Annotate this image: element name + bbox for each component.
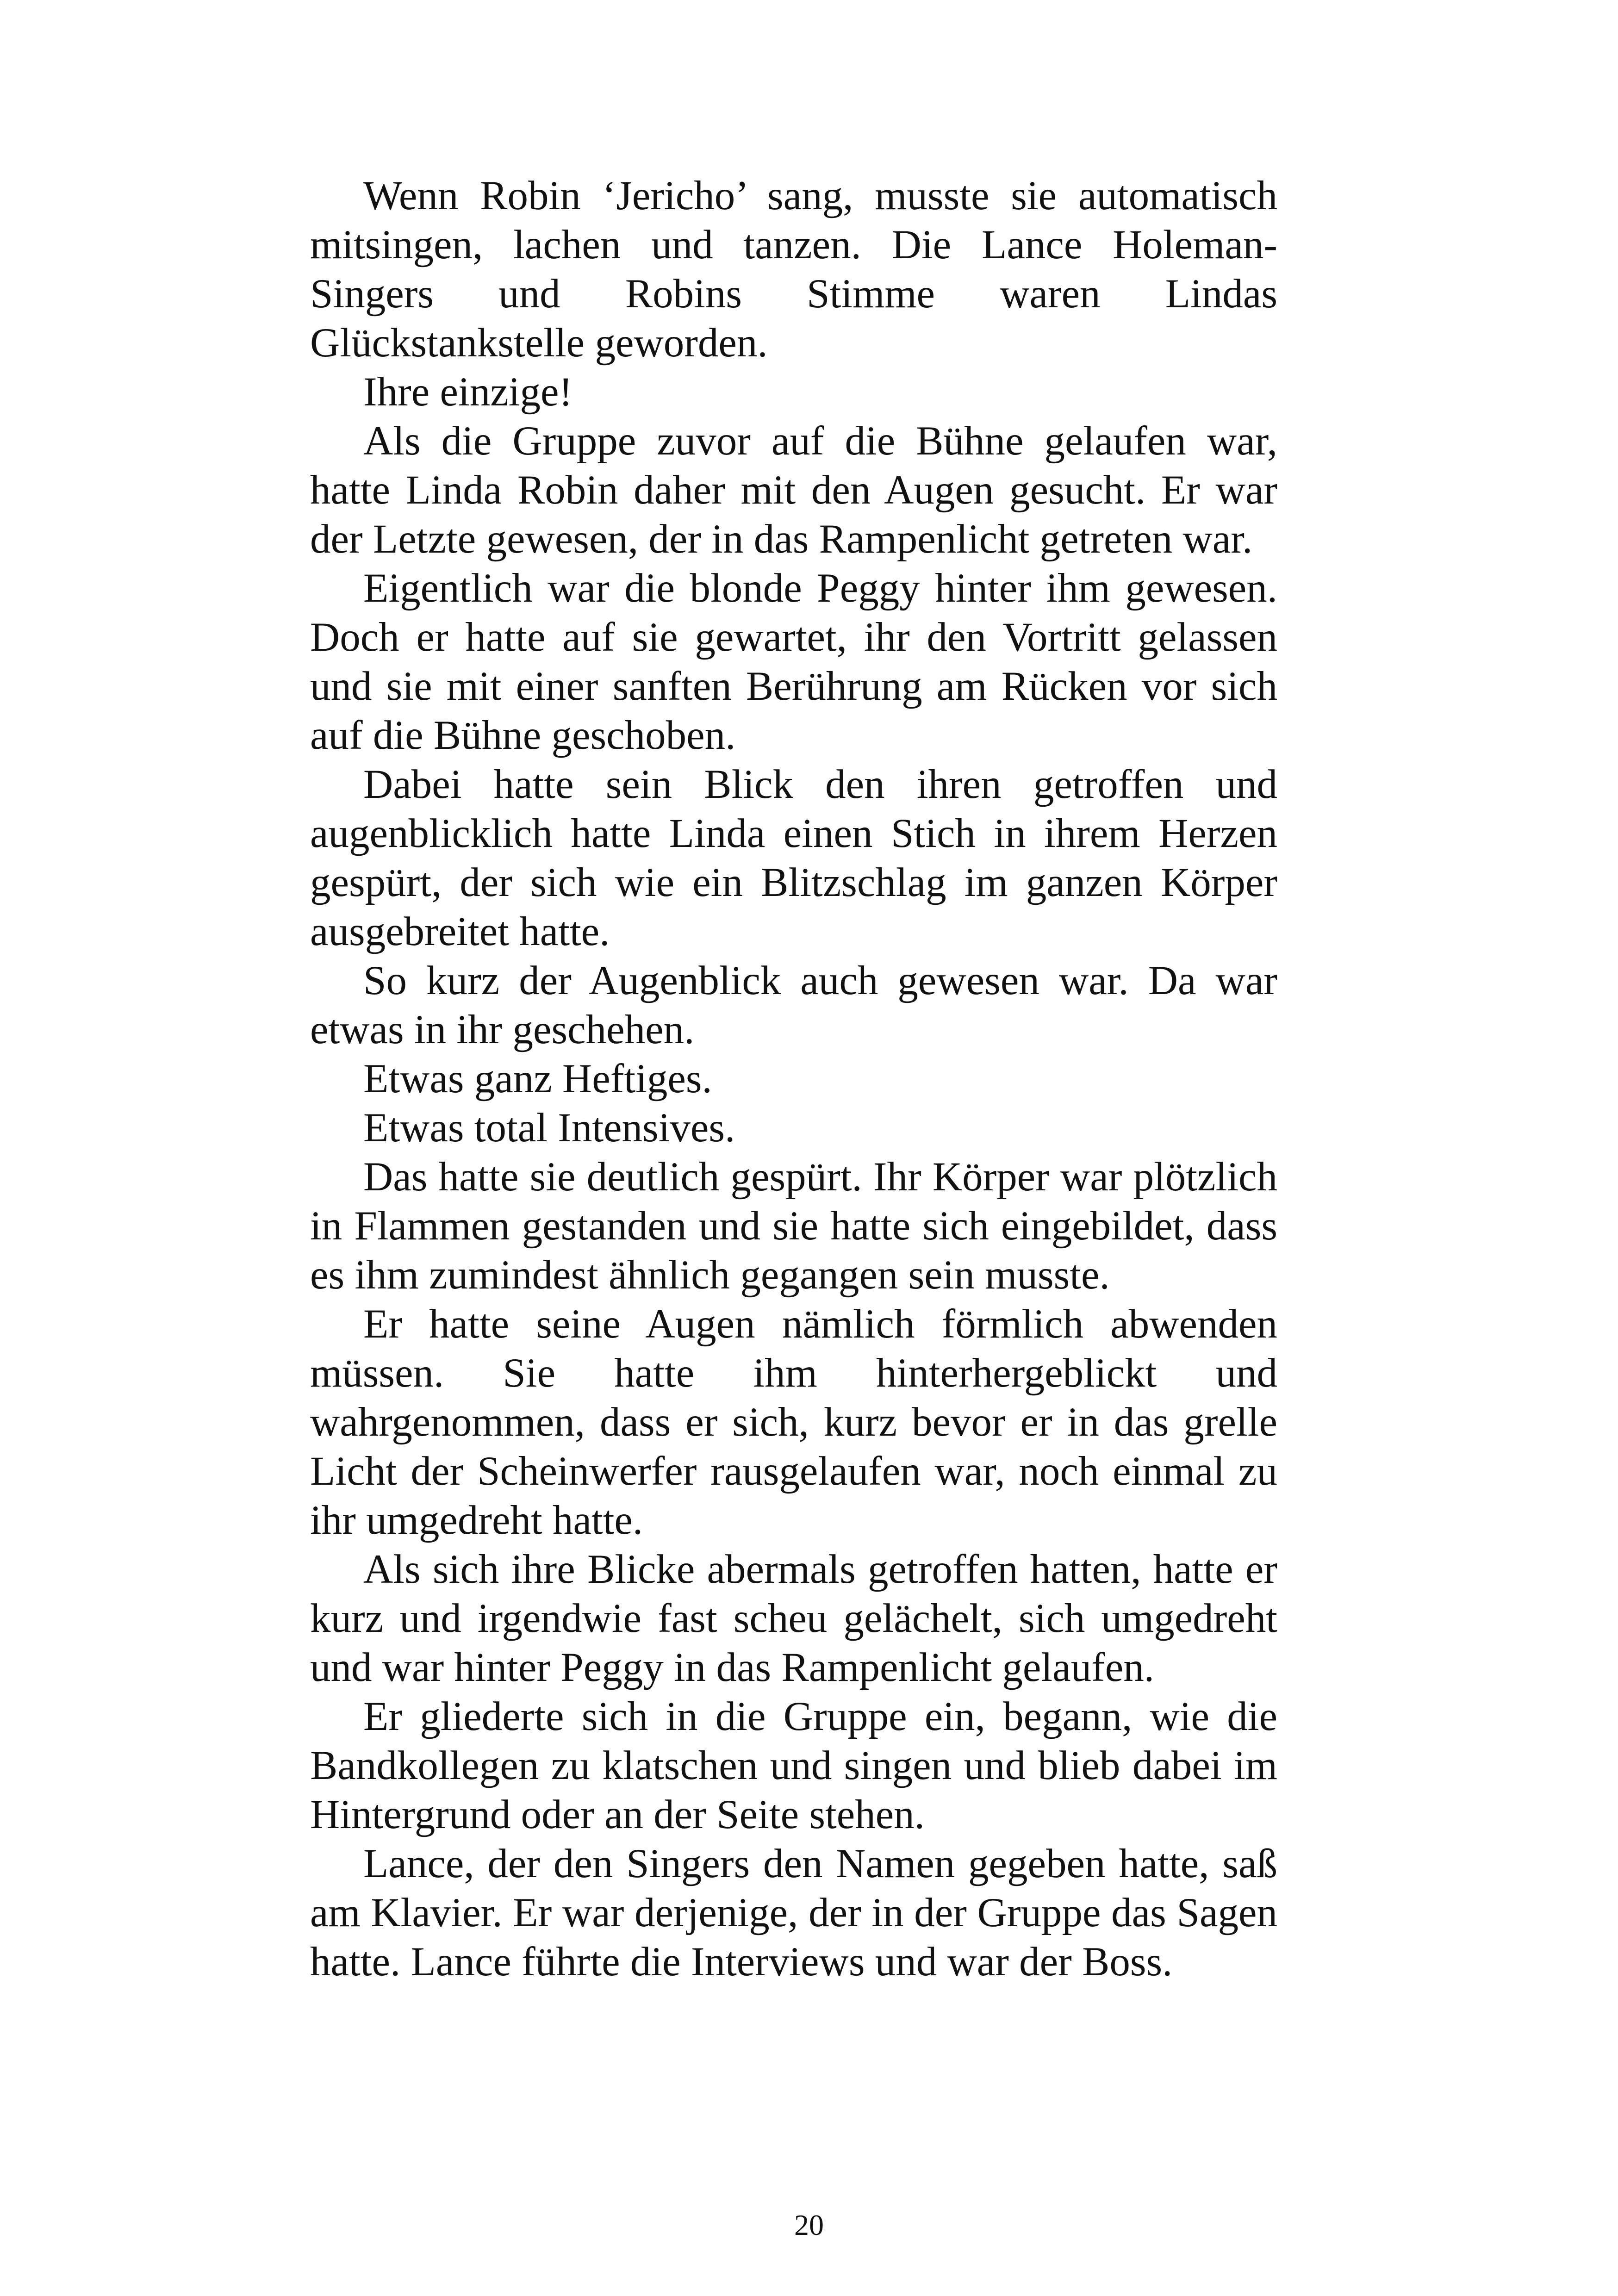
body-text <box>310 171 1277 1986</box>
paragraph: Als die Gruppe zuvor auf die Bühne gelaufen war, hatte Linda Robin daher mit den Augen gesucht. Er war der Letzte gewesen, der in das Rampenlicht getreten war. <box>310 418 1277 562</box>
paragraph: Das hatte sie deutlich gespürt. Ihr Körper war plötzlich in Flammen gestanden und sie hatte sich eingebildet, dass es ihm zumindest ähnlich gegangen sein musste. <box>310 1154 1277 1298</box>
paragraph: Er gliederte sich in die Gruppe ein, begann, wie die Bandkollegen zu klatschen und singen und blieb dabei im Hintergrund oder an der Seite stehen. <box>310 1694 1277 1837</box>
paragraph: Wenn Robin ‘Jericho’ sang, musste sie automatisch mitsingen, lachen und tanzen. Die Lance Holeman-Singers und Robins Stimme waren Lindas Glückstankstelle geworden. <box>310 173 1277 366</box>
paragraph: Lance, der den Singers den Namen gegeben hatte, saß am Klavier. Er war derjenige, der in der Gruppe das Sagen hatte. Lance führte die Interviews und war der Boss. <box>310 1841 1277 1985</box>
paragraph: Dabei hatte sein Blick den ihren getroffen und augenblicklich hatte Linda einen Stich in ihrem Herzen gespürt, der sich wie ein Blitzschlag im ganzen Körper ausgebreitet hatte. <box>310 762 1277 954</box>
paragraph: Etwas total Intensives. <box>363 1105 735 1151</box>
paragraph: Etwas ganz Heftiges. <box>363 1056 712 1101</box>
paragraph: Ihre einzige! <box>363 369 573 415</box>
paragraph: So kurz der Augenblick auch gewesen war. Da war etwas in ihr geschehen. <box>310 958 1277 1052</box>
paragraph: Er hatte seine Augen nämlich förmlich abwenden müssen. Sie hatte ihm hinterhergeblickt und wahrgenommen, dass er sich, kurz bevor er in das grelle Licht der Scheinwerfer rausgelaufen war, noch einmal zu ihr umgedreht hatte. <box>310 1301 1277 1543</box>
paragraph: Eigentlich war die blonde Peggy hinter ihm gewesen. Doch er hatte auf sie gewartet, ihr den Vortritt gelassen und sie mit einer sanften Berührung am Rücken vor sich auf die Bühne geschoben. <box>310 566 1277 758</box>
page-number: 20 <box>794 2209 824 2241</box>
paragraph: Als sich ihre Blicke abermals getroffen hatten, hatte er kurz und irgendwie fast scheu gelächelt, sich umgedreht und war hinter Peggy in das Rampenlicht gelaufen. <box>310 1547 1277 1690</box>
